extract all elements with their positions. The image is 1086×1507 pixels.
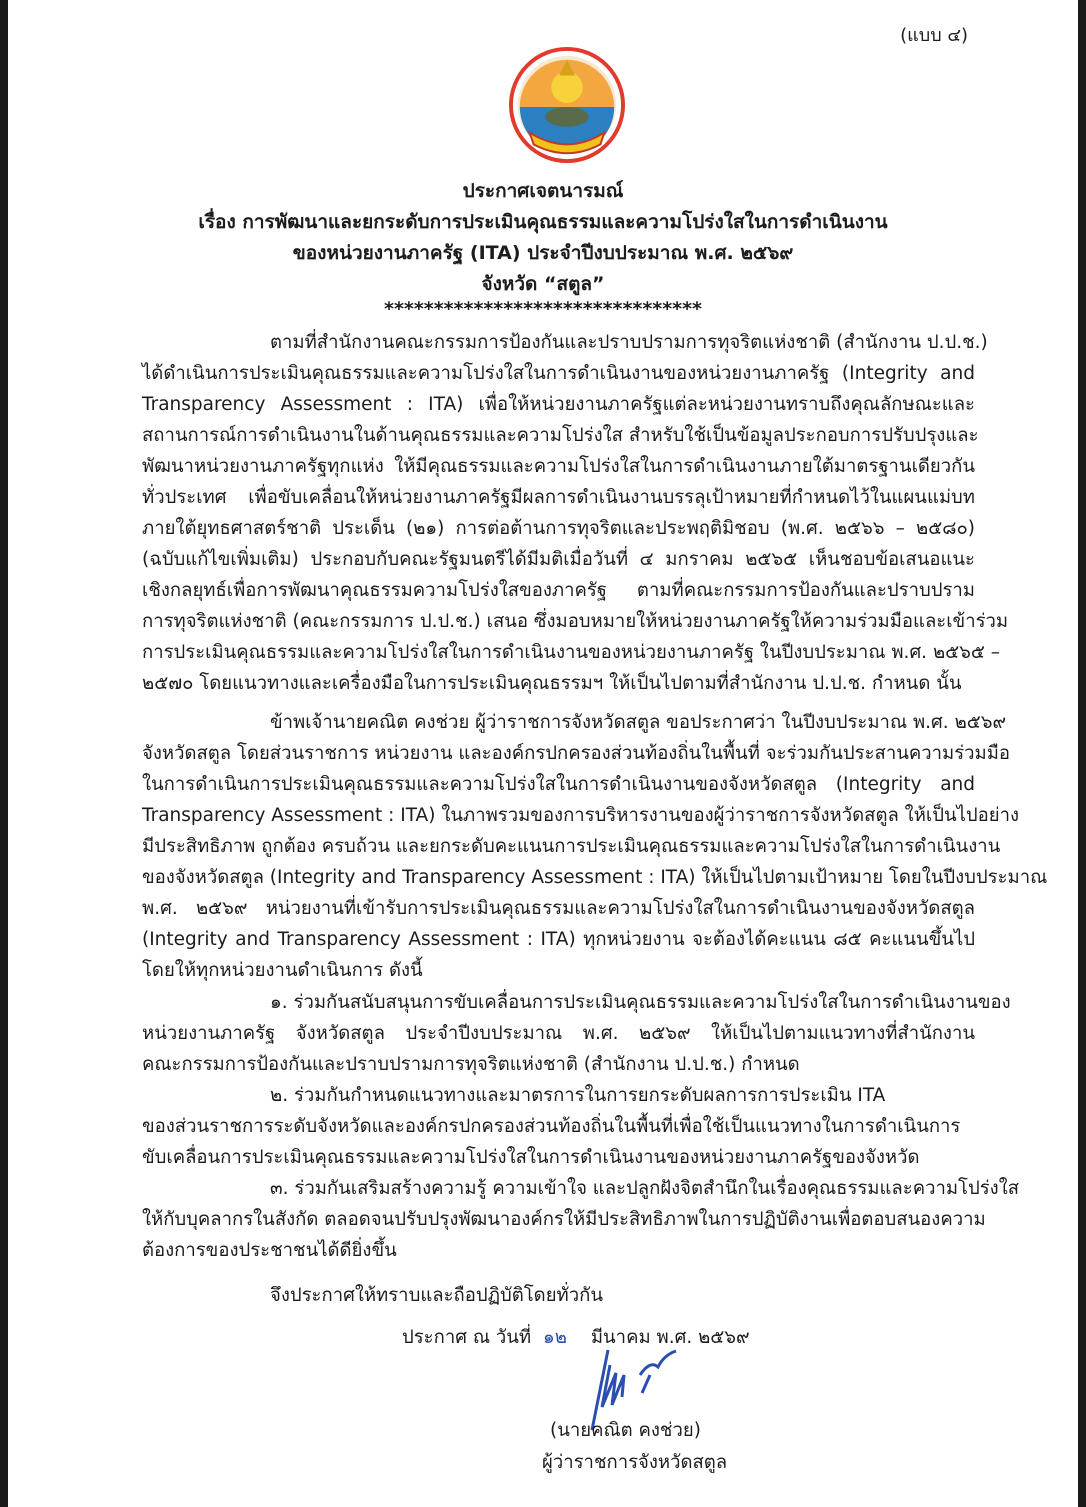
signatory-position: ผู้ว่าราชการจังหวัดสตูล bbox=[542, 1452, 728, 1473]
closing-statement: จึงประกาศให้ทราบและถือปฏิบัติโดยทั่วกัน bbox=[270, 1285, 603, 1306]
form-number: (แบบ ๔) bbox=[900, 25, 968, 46]
body-line: ต้องการของประชาชนได้ดียิ่งขึ้น bbox=[142, 1240, 397, 1261]
body-line: จังหวัดสตูล โดยส่วนราชการ หน่วยงาน และองค์กรปกครองส่วนท้องถิ่นในพื้นที่ จะร่วมกันประสานความร่วมมือ bbox=[142, 743, 1011, 764]
body-line: การประเมินคุณธรรมและความโปร่งใสในการดำเนินงานของหน่วยงานภาครัฐ ในปีงบประมาณ พ.ศ. ๒๕๖๕ – bbox=[142, 642, 1001, 663]
body-line: ๓. ร่วมกันเสริมสร้างความรู้ ความเข้าใจ และปลูกฝังจิตสำนึกในเรื่องคุณธรรมและความโปร่งใส bbox=[270, 1178, 1020, 1199]
body-line: ได้ดำเนินการประเมินคุณธรรมและความโปร่งใสในการดำเนินงานของหน่วยงานภาครัฐ (Integrity and bbox=[142, 363, 975, 384]
signatory-name: (นายคณิต คงช่วย) bbox=[550, 1420, 701, 1441]
separator: ******************************** bbox=[384, 298, 702, 320]
body-line: ๒๕๗๐ โดยแนวทางและเครื่องมือในการประเมินคุณธรรมฯ ให้เป็นไปตามที่สำนักงาน ป.ป.ช. กำหนด นั้น bbox=[142, 673, 962, 694]
subject-line-1: เรื่อง การพัฒนาและยกระดับการประเมินคุณธรรมและความโปร่งใสในการดำเนินงาน bbox=[198, 211, 888, 233]
body-line: ในการดำเนินการประเมินคุณธรรมและความโปร่งใสในการดำเนินงานของจังหวัดสตูล (Integrity and bbox=[142, 774, 975, 795]
body-line: ๒. ร่วมกันกำหนดแนวทางและมาตรการในการยกระดับผลการการประเมิน ITA bbox=[270, 1085, 886, 1106]
body-line: เชิงกลยุทธ์เพื่อการพัฒนาคุณธรรมความโปร่งใสของภาครัฐ ตามที่คณะกรรมการป้องกันและปราบปราม bbox=[142, 580, 975, 601]
body-line: สถานการณ์การดำเนินงานในด้านคุณธรรมและความโปร่งใส สำหรับใช้เป็นข้อมูลประกอบการปรับปรุงและ bbox=[142, 425, 979, 446]
body-line: (Integrity and Transparency Assessment : ITA) ทุกหน่วยงาน จะต้องได้คะแนน ๘๕ คะแนนขึ้นไป bbox=[142, 929, 975, 950]
announcement-title: ประกาศเจตนารมณ์ bbox=[462, 180, 624, 202]
body-line: ตามที่สำนักงานคณะกรรมการป้องกันและปราบปรามการทุจริตแห่งชาติ (สำนักงาน ป.ป.ช.) bbox=[270, 332, 988, 353]
body-line: ขับเคลื่อนการประเมินคุณธรรมและความโปร่งใสในการดำเนินงานของหน่วยงานภาครัฐของจังหวัด bbox=[142, 1147, 920, 1168]
document-page bbox=[8, 0, 1078, 1507]
body-line: หน่วยงานภาครัฐ จังหวัดสตูล ประจำปีงบประมาณ พ.ศ. ๒๕๖๙ ให้เป็นไปตามแนวทางที่สำนักงาน bbox=[142, 1023, 975, 1044]
body-line: ของจังหวัดสตูล (Integrity and Transparency Assessment : ITA) ให้เป็นไปตามเป้าหมาย โดยในปีงบประมาณ bbox=[142, 867, 1048, 888]
provincial-seal-logo bbox=[508, 46, 626, 164]
date-prefix: ประกาศ ณ วันที่ bbox=[402, 1327, 532, 1348]
body-line: Transparency Assessment : ITA) ในภาพรวมของการบริหารงานของผู้ว่าราชการจังหวัดสตูล ให้เป็นไปอย่าง bbox=[142, 805, 1020, 826]
announcement-date bbox=[402, 1323, 750, 1352]
body-line: ของส่วนราชการระดับจังหวัดและองค์กรปกครองส่วนท้องถิ่นในพื้นที่เพื่อใช้เป็นแนวทางในการดำเนินการ bbox=[142, 1116, 961, 1137]
body-line: ภายใต้ยุทธศาสตร์ชาติ ประเด็น (๒๑) การต่อต้านการทุจริตและประพฤติมิชอบ (พ.ศ. ๒๕๖๖ – ๒๕๘๐) bbox=[142, 518, 975, 539]
date-day: ๑๒ bbox=[543, 1327, 567, 1348]
body-line: โดยให้ทุกหน่วยงานดำเนินการ ดังนี้ bbox=[142, 960, 423, 981]
date-month-year: มีนาคม พ.ศ. ๒๕๖๙ bbox=[590, 1327, 750, 1348]
province-line: จังหวัด “สตูล” bbox=[481, 273, 605, 295]
subject-line-2: ของหน่วยงานภาครัฐ (ITA) ประจำปีงบประมาณ พ.ศ. ๒๕๖๙ bbox=[292, 242, 794, 264]
body-line: ข้าพเจ้านายคณิต คงช่วย ผู้ว่าราชการจังหวัดสตูล ขอประกาศว่า ในปีงบประมาณ พ.ศ. ๒๕๖๙ bbox=[270, 712, 1007, 733]
body-line: พัฒนาหน่วยงานภาครัฐทุกแห่ง ให้มีคุณธรรมและความโปร่งใสในการดำเนินงานภายใต้มาตรฐานเดียวกัน bbox=[142, 456, 975, 477]
body-line: คณะกรรมการป้องกันและปราบปรามการทุจริตแห่งชาติ (สำนักงาน ป.ป.ช.) กำหนด bbox=[142, 1054, 800, 1075]
body-line: พ.ศ. ๒๕๖๙ หน่วยงานที่เข้ารับการประเมินคุณธรรมและความโปร่งใสในการดำเนินงานของจังหวัดสตูล bbox=[142, 898, 975, 919]
body-line: ทั่วประเทศ เพื่อขับเคลื่อนให้หน่วยงานภาครัฐมีผลการดำเนินงานบรรลุเป้าหมายที่กำหนดไว้ในแผนแม่บท bbox=[142, 487, 975, 508]
body-line: ๑. ร่วมกันสนับสนุนการขับเคลื่อนการประเมินคุณธรรมและความโปร่งใสในการดำเนินงานของ bbox=[270, 992, 1011, 1013]
body-line: มีประสิทธิภาพ ถูกต้อง ครบถ้วน และยกระดับคะแนนการประเมินคุณธรรมและความโปร่งใสในการดำเนินงาน bbox=[142, 836, 1001, 857]
body-line: การทุจริตแห่งชาติ (คณะกรรมการ ป.ป.ช.) เสนอ ซึ่งมอบหมายให้หน่วยงานภาครัฐให้ความร่วมมือและเข้าร่วม bbox=[142, 611, 1009, 632]
body-line: (ฉบับแก้ไขเพิ่มเติม) ประกอบกับคณะรัฐมนตรีได้มีมติเมื่อวันที่ ๔ มกราคม ๒๕๖๕ เห็นชอบข้อเสนอแนะ bbox=[142, 549, 975, 570]
body-line: Transparency Assessment : ITA) เพื่อให้หน่วยงานภาครัฐแต่ละหน่วยงานทราบถึงคุณลักษณะและ bbox=[142, 394, 975, 415]
body-line: ให้กับบุคลากรในสังกัด ตลอดจนปรับปรุงพัฒนาองค์กรให้มีประสิทธิภาพในการปฏิบัติงานเพื่อตอบสนองความ bbox=[142, 1209, 986, 1230]
